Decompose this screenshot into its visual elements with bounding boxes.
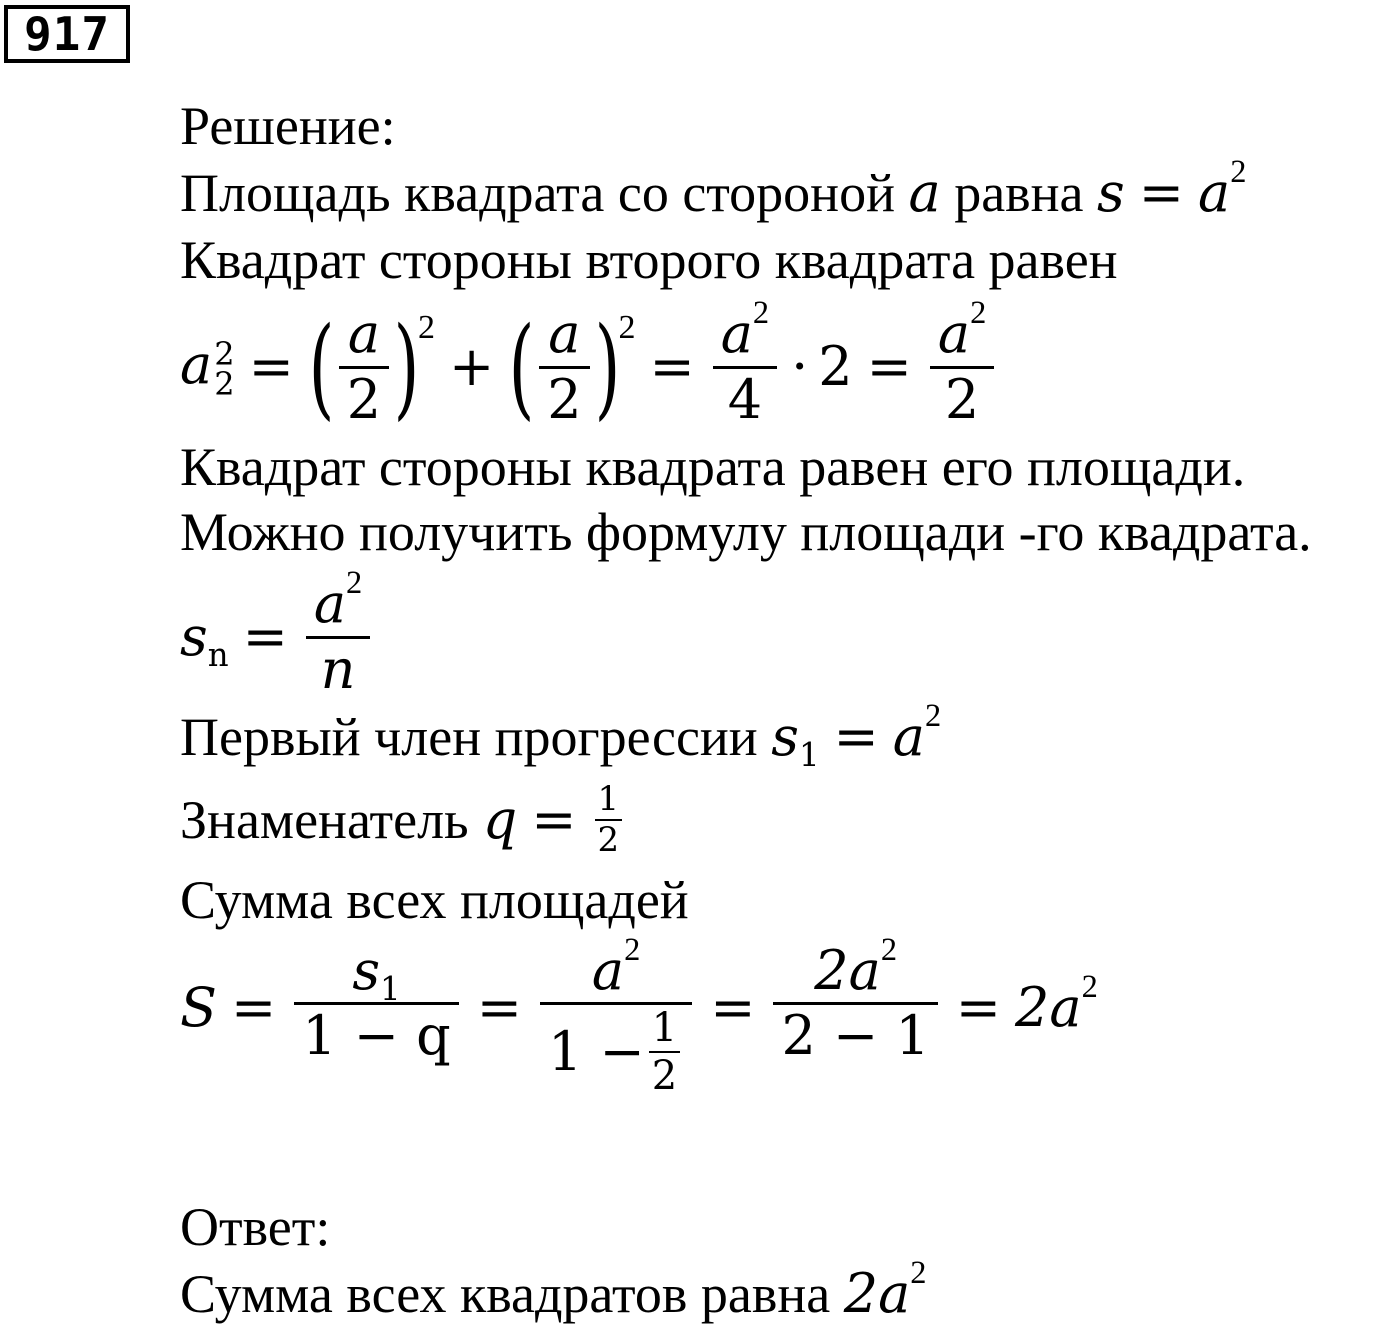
f3-frac-a-sub: 1 <box>380 970 401 1009</box>
f1-eq: = <box>248 335 294 398</box>
f2-lhs <box>180 605 229 675</box>
first-term-a: a <box>892 705 925 768</box>
f1-frac-c-base: a <box>720 302 753 366</box>
f1-eq3: = <box>866 335 912 398</box>
first-term-exp: 2 <box>925 697 942 734</box>
f1-frac-c-den: 4 <box>727 367 763 431</box>
f1-power-b: 2 <box>618 309 636 346</box>
area-statement-text: Площадь квадрата со стороной <box>180 163 895 223</box>
f1-frac-a <box>339 303 389 430</box>
f1-dot: · <box>791 335 809 398</box>
f3-frac-c-den: 2 − 1 <box>781 1004 930 1068</box>
f1-frac-a-den: 2 <box>346 367 382 431</box>
f3-result-base: 2a <box>1015 976 1082 1039</box>
formula-nth-area <box>180 565 374 702</box>
equals-sign: = <box>1138 161 1184 224</box>
f1-frac-d-den: 2 <box>944 367 980 431</box>
f3-frac-c-base: 2a <box>814 939 881 1002</box>
f1-power-a: 2 <box>418 309 436 346</box>
f1-frac-b-num: a <box>548 302 581 366</box>
f3-frac-c-exp: 2 <box>880 931 898 968</box>
f3-frac-b-inner-num: 1 <box>651 1005 678 1052</box>
left-paren-1: ( <box>308 303 335 431</box>
second-square-statement: Квадрат стороны второго квадрата равен <box>180 230 1118 290</box>
f3-frac-a <box>294 940 459 1067</box>
f1-frac-d <box>930 295 994 431</box>
f3-eq4: = <box>955 976 1002 1039</box>
f2-lhs-s: s <box>180 605 208 668</box>
right-paren-2: ) <box>594 303 620 431</box>
left-paren-2: ( <box>508 303 535 431</box>
answer-value: 2a <box>843 1262 911 1325</box>
f1-plus: + <box>449 335 495 398</box>
ratio-statement <box>180 775 626 865</box>
area-a: a <box>1198 161 1231 224</box>
f1-frac-d-num <box>930 295 994 366</box>
first-term-s <box>771 705 820 775</box>
f3-frac-b-den <box>540 1005 692 1099</box>
answer-text: Сумма всех квадратов равна <box>180 1264 831 1324</box>
f2-frac-num <box>306 565 370 636</box>
answer-statement <box>180 1254 927 1325</box>
f2-frac-num-base: a <box>313 572 347 636</box>
f3-frac-a-s: s <box>352 939 381 1002</box>
formula-second-square <box>180 295 998 432</box>
f1-lhs-sup: 2 <box>214 335 235 373</box>
ratio-q: q <box>482 788 518 851</box>
right-paren-1: ) <box>393 303 420 431</box>
f1-two: 2 <box>818 335 853 398</box>
f3-frac-b-inner-den: 2 <box>651 1053 678 1100</box>
nth-formula-statement: Можно получить формулу площади -го квадрата. <box>180 502 1312 562</box>
f3-frac-a-num <box>344 939 408 1009</box>
first-term-eq: = <box>833 705 879 768</box>
f1-frac-c-exp: 2 <box>752 295 770 332</box>
first-term-sub: 1 <box>798 736 820 775</box>
f1-frac-a-num: a <box>347 302 381 366</box>
f3-frac-a-den: 1 − q <box>302 1004 451 1068</box>
first-term-text: Первый член прогрессии <box>180 707 758 767</box>
f3-eq2: = <box>476 976 522 1039</box>
f3-frac-c-num <box>806 931 905 1002</box>
sum-statement: Сумма всех площадей <box>180 870 689 930</box>
ratio-text: Знаменатель <box>180 790 469 850</box>
f1-frac-d-exp: 2 <box>970 295 987 332</box>
ratio-eq: = <box>531 788 577 851</box>
f2-frac <box>306 565 370 701</box>
solution-label: Решение: <box>180 96 396 156</box>
f3-eq3: = <box>710 976 756 1039</box>
f1-frac-c <box>713 295 777 431</box>
f3-result-exp: 2 <box>1081 968 1098 1005</box>
f1-frac-b-den: 2 <box>547 367 582 431</box>
f3-frac-b-exp: 2 <box>624 931 641 968</box>
f1-lhs <box>180 333 235 403</box>
area-exponent: 2 <box>1230 153 1247 190</box>
answer-label: Ответ: <box>180 1197 331 1257</box>
f1-lhs-sub: 2 <box>214 365 235 403</box>
answer-exponent: 2 <box>910 1254 927 1291</box>
f3-frac-c <box>773 931 937 1068</box>
f3-frac-b-den-one: 1 − <box>548 1020 645 1084</box>
first-term-statement <box>180 697 942 775</box>
f3-frac-b-num <box>584 931 648 1002</box>
f2-frac-num-exp: 2 <box>346 565 363 602</box>
f3-frac-b-inner <box>649 1005 680 1099</box>
equal-area-statement: Квадрат стороны квадрата равен его площади. <box>180 437 1246 497</box>
area-statement-mid: равна <box>954 163 1084 223</box>
side-variable: a <box>908 161 941 224</box>
f2-eq: = <box>242 605 288 668</box>
f3-eq1: = <box>231 976 277 1039</box>
formula-sum <box>180 931 1098 1130</box>
f2-lhs-sub: n <box>207 636 229 675</box>
area-s: s <box>1097 161 1125 224</box>
f1-frac-d-base: a <box>937 302 971 366</box>
problem-number: 917 <box>4 5 130 63</box>
f1-frac-b <box>539 303 589 430</box>
area-statement <box>180 153 1247 224</box>
ratio-frac <box>595 780 623 860</box>
ratio-den: 2 <box>597 820 620 860</box>
f2-frac-den: n <box>320 637 356 701</box>
f1-eq2: = <box>649 335 695 398</box>
f3-result <box>1015 968 1098 1039</box>
f3-frac-b <box>540 931 692 1100</box>
f3-S: S <box>180 976 217 1039</box>
f1-frac-c-num <box>713 295 777 366</box>
f3-frac-b-base: a <box>591 939 625 1002</box>
f1-lhs-base: a <box>180 333 213 396</box>
ratio-num: 1 <box>597 778 620 819</box>
first-term-s-letter: s <box>771 705 799 768</box>
